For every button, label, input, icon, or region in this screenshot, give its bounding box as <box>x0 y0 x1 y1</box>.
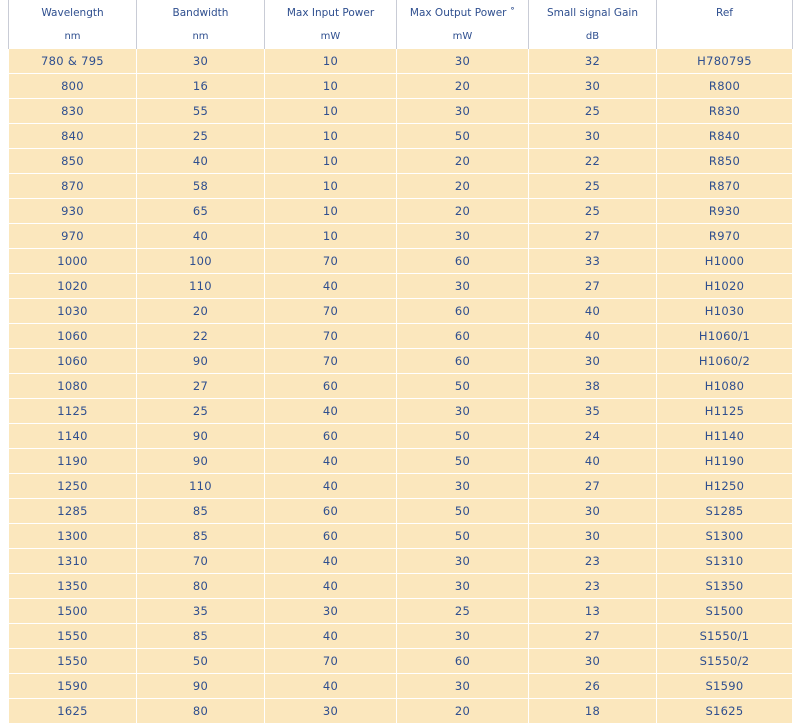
table-row <box>9 674 793 699</box>
cell-wavelength: 850 <box>9 149 137 174</box>
cell-bandwidth: 110 <box>137 274 265 299</box>
cell-ref: S1300 <box>657 524 793 549</box>
cell-wavelength: 800 <box>9 74 137 99</box>
cell-bandwidth: 30 <box>137 49 265 74</box>
cell-max-input-power: 70 <box>265 349 397 374</box>
cell-max-output-power: 30 <box>397 549 529 574</box>
cell-small-signal-gain: 30 <box>529 349 657 374</box>
cell-small-signal-gain: 40 <box>529 324 657 349</box>
cell-small-signal-gain: 30 <box>529 649 657 674</box>
unit-small-signal-gain: dB <box>529 25 657 49</box>
table-row <box>9 149 793 174</box>
cell-max-input-power: 60 <box>265 424 397 449</box>
cell-bandwidth: 110 <box>137 474 265 499</box>
cell-small-signal-gain: 40 <box>529 299 657 324</box>
cell-bandwidth: 90 <box>137 674 265 699</box>
cell-wavelength: 1060 <box>9 349 137 374</box>
cell-ref: R840 <box>657 124 793 149</box>
table-row <box>9 399 793 424</box>
cell-small-signal-gain: 25 <box>529 99 657 124</box>
table-row <box>9 649 793 674</box>
cell-max-output-power: 30 <box>397 574 529 599</box>
table-body <box>9 49 793 724</box>
table-row <box>9 574 793 599</box>
cell-wavelength: 1000 <box>9 249 137 274</box>
amplifier-spec-table <box>8 0 793 724</box>
cell-ref: H1060/1 <box>657 324 793 349</box>
cell-max-input-power: 40 <box>265 674 397 699</box>
column-header-max-input-power: Max Input Power <box>265 0 397 25</box>
cell-ref: H1190 <box>657 449 793 474</box>
cell-max-input-power: 10 <box>265 49 397 74</box>
cell-wavelength: 1350 <box>9 574 137 599</box>
cell-bandwidth: 70 <box>137 549 265 574</box>
cell-ref: R930 <box>657 199 793 224</box>
cell-max-output-power: 20 <box>397 174 529 199</box>
table-row <box>9 499 793 524</box>
cell-wavelength: 1030 <box>9 299 137 324</box>
cell-ref: S1500 <box>657 599 793 624</box>
column-header-ref: Ref <box>657 0 793 25</box>
table-row <box>9 199 793 224</box>
cell-small-signal-gain: 27 <box>529 624 657 649</box>
cell-small-signal-gain: 27 <box>529 274 657 299</box>
cell-bandwidth: 22 <box>137 324 265 349</box>
cell-max-input-power: 60 <box>265 374 397 399</box>
cell-wavelength: 1140 <box>9 424 137 449</box>
cell-max-output-power: 50 <box>397 124 529 149</box>
table-row <box>9 249 793 274</box>
cell-max-output-power: 20 <box>397 74 529 99</box>
cell-wavelength: 1080 <box>9 374 137 399</box>
table-row <box>9 524 793 549</box>
cell-small-signal-gain: 30 <box>529 124 657 149</box>
cell-ref: H1000 <box>657 249 793 274</box>
table-row <box>9 124 793 149</box>
cell-max-output-power: 30 <box>397 474 529 499</box>
cell-max-input-power: 10 <box>265 174 397 199</box>
cell-max-input-power: 60 <box>265 524 397 549</box>
cell-bandwidth: 20 <box>137 299 265 324</box>
unit-bandwidth: nm <box>137 25 265 49</box>
cell-max-input-power: 60 <box>265 499 397 524</box>
cell-max-output-power: 20 <box>397 699 529 724</box>
cell-small-signal-gain: 30 <box>529 499 657 524</box>
cell-bandwidth: 90 <box>137 349 265 374</box>
cell-max-input-power: 40 <box>265 449 397 474</box>
cell-ref: R800 <box>657 74 793 99</box>
table-row <box>9 349 793 374</box>
cell-max-input-power: 40 <box>265 474 397 499</box>
cell-max-output-power: 50 <box>397 499 529 524</box>
cell-wavelength: 1125 <box>9 399 137 424</box>
cell-bandwidth: 65 <box>137 199 265 224</box>
cell-max-output-power: 50 <box>397 374 529 399</box>
table-row <box>9 599 793 624</box>
cell-max-input-power: 40 <box>265 399 397 424</box>
cell-max-output-power: 30 <box>397 274 529 299</box>
unit-max-output-power: mW <box>397 25 529 49</box>
cell-max-input-power: 40 <box>265 624 397 649</box>
cell-ref: H1140 <box>657 424 793 449</box>
cell-ref: S1550/1 <box>657 624 793 649</box>
cell-wavelength: 840 <box>9 124 137 149</box>
table-row <box>9 74 793 99</box>
cell-wavelength: 1550 <box>9 649 137 674</box>
cell-max-output-power: 60 <box>397 249 529 274</box>
cell-max-input-power: 40 <box>265 274 397 299</box>
cell-max-input-power: 30 <box>265 699 397 724</box>
cell-ref: H1060/2 <box>657 349 793 374</box>
table-row <box>9 699 793 724</box>
cell-max-input-power: 10 <box>265 74 397 99</box>
cell-max-output-power: 60 <box>397 299 529 324</box>
cell-max-output-power: 25 <box>397 599 529 624</box>
cell-ref: R830 <box>657 99 793 124</box>
table-row <box>9 374 793 399</box>
cell-max-output-power: 30 <box>397 624 529 649</box>
column-header-bandwidth: Bandwidth <box>137 0 265 25</box>
unit-wavelength: nm <box>9 25 137 49</box>
cell-ref: S1285 <box>657 499 793 524</box>
cell-wavelength: 970 <box>9 224 137 249</box>
cell-small-signal-gain: 27 <box>529 224 657 249</box>
cell-max-output-power: 60 <box>397 324 529 349</box>
cell-max-input-power: 10 <box>265 149 397 174</box>
cell-bandwidth: 90 <box>137 424 265 449</box>
cell-small-signal-gain: 38 <box>529 374 657 399</box>
header-row <box>9 0 793 25</box>
cell-bandwidth: 40 <box>137 224 265 249</box>
cell-bandwidth: 90 <box>137 449 265 474</box>
cell-small-signal-gain: 32 <box>529 49 657 74</box>
cell-small-signal-gain: 25 <box>529 174 657 199</box>
cell-bandwidth: 80 <box>137 574 265 599</box>
cell-wavelength: 1020 <box>9 274 137 299</box>
column-header-wavelength: Wavelength <box>9 0 137 25</box>
cell-max-output-power: 50 <box>397 524 529 549</box>
unit-row <box>9 25 793 49</box>
table-row <box>9 624 793 649</box>
cell-bandwidth: 85 <box>137 624 265 649</box>
cell-ref: H1080 <box>657 374 793 399</box>
cell-small-signal-gain: 33 <box>529 249 657 274</box>
cell-max-output-power: 60 <box>397 649 529 674</box>
cell-small-signal-gain: 35 <box>529 399 657 424</box>
cell-max-output-power: 20 <box>397 199 529 224</box>
cell-ref: S1310 <box>657 549 793 574</box>
cell-ref: H780795 <box>657 49 793 74</box>
cell-max-output-power: 50 <box>397 449 529 474</box>
table-row <box>9 324 793 349</box>
cell-ref: S1590 <box>657 674 793 699</box>
cell-bandwidth: 50 <box>137 649 265 674</box>
cell-max-input-power: 10 <box>265 199 397 224</box>
cell-small-signal-gain: 22 <box>529 149 657 174</box>
table-row <box>9 49 793 74</box>
cell-small-signal-gain: 18 <box>529 699 657 724</box>
cell-wavelength: 1500 <box>9 599 137 624</box>
cell-max-input-power: 30 <box>265 599 397 624</box>
cell-bandwidth: 25 <box>137 399 265 424</box>
cell-small-signal-gain: 30 <box>529 524 657 549</box>
cell-max-output-power: 50 <box>397 424 529 449</box>
cell-max-input-power: 10 <box>265 99 397 124</box>
cell-wavelength: 780 & 795 <box>9 49 137 74</box>
table-row <box>9 224 793 249</box>
cell-small-signal-gain: 27 <box>529 474 657 499</box>
cell-small-signal-gain: 26 <box>529 674 657 699</box>
cell-bandwidth: 35 <box>137 599 265 624</box>
cell-small-signal-gain: 40 <box>529 449 657 474</box>
cell-max-output-power: 30 <box>397 674 529 699</box>
cell-max-input-power: 40 <box>265 574 397 599</box>
cell-bandwidth: 58 <box>137 174 265 199</box>
cell-small-signal-gain: 23 <box>529 549 657 574</box>
cell-max-output-power: 20 <box>397 149 529 174</box>
cell-small-signal-gain: 23 <box>529 574 657 599</box>
column-header-small-signal-gain: Small signal Gain <box>529 0 657 25</box>
cell-wavelength: 1060 <box>9 324 137 349</box>
cell-max-input-power: 70 <box>265 299 397 324</box>
cell-small-signal-gain: 13 <box>529 599 657 624</box>
cell-ref: H1020 <box>657 274 793 299</box>
cell-ref: R970 <box>657 224 793 249</box>
cell-bandwidth: 80 <box>137 699 265 724</box>
cell-max-output-power: 60 <box>397 349 529 374</box>
table-row <box>9 449 793 474</box>
cell-bandwidth: 16 <box>137 74 265 99</box>
cell-ref: H1030 <box>657 299 793 324</box>
unit-ref <box>657 25 793 49</box>
cell-max-input-power: 40 <box>265 549 397 574</box>
cell-wavelength: 930 <box>9 199 137 224</box>
cell-wavelength: 1550 <box>9 624 137 649</box>
table-row <box>9 474 793 499</box>
cell-wavelength: 1590 <box>9 674 137 699</box>
cell-ref: H1250 <box>657 474 793 499</box>
cell-max-input-power: 10 <box>265 224 397 249</box>
unit-max-input-power: mW <box>265 25 397 49</box>
cell-wavelength: 1300 <box>9 524 137 549</box>
table-row <box>9 549 793 574</box>
table-row <box>9 274 793 299</box>
table-row <box>9 99 793 124</box>
cell-ref: S1550/2 <box>657 649 793 674</box>
cell-max-output-power: 30 <box>397 224 529 249</box>
cell-wavelength: 1285 <box>9 499 137 524</box>
cell-wavelength: 1310 <box>9 549 137 574</box>
cell-small-signal-gain: 24 <box>529 424 657 449</box>
table-row <box>9 174 793 199</box>
cell-ref: R870 <box>657 174 793 199</box>
cell-max-input-power: 70 <box>265 249 397 274</box>
cell-ref: S1350 <box>657 574 793 599</box>
cell-small-signal-gain: 25 <box>529 199 657 224</box>
cell-ref: H1125 <box>657 399 793 424</box>
cell-wavelength: 1250 <box>9 474 137 499</box>
cell-wavelength: 830 <box>9 99 137 124</box>
table-row <box>9 424 793 449</box>
cell-bandwidth: 85 <box>137 524 265 549</box>
cell-wavelength: 1190 <box>9 449 137 474</box>
cell-small-signal-gain: 30 <box>529 74 657 99</box>
cell-bandwidth: 40 <box>137 149 265 174</box>
cell-max-output-power: 30 <box>397 99 529 124</box>
cell-bandwidth: 55 <box>137 99 265 124</box>
cell-bandwidth: 100 <box>137 249 265 274</box>
cell-ref: R850 <box>657 149 793 174</box>
column-header-max-output-power: Max Output Power ˚ <box>397 0 529 25</box>
cell-bandwidth: 85 <box>137 499 265 524</box>
cell-wavelength: 1625 <box>9 699 137 724</box>
cell-max-input-power: 70 <box>265 649 397 674</box>
cell-bandwidth: 25 <box>137 124 265 149</box>
cell-wavelength: 870 <box>9 174 137 199</box>
cell-max-output-power: 30 <box>397 49 529 74</box>
table-row <box>9 299 793 324</box>
cell-max-input-power: 10 <box>265 124 397 149</box>
cell-max-input-power: 70 <box>265 324 397 349</box>
cell-max-output-power: 30 <box>397 399 529 424</box>
cell-ref: S1625 <box>657 699 793 724</box>
cell-bandwidth: 27 <box>137 374 265 399</box>
